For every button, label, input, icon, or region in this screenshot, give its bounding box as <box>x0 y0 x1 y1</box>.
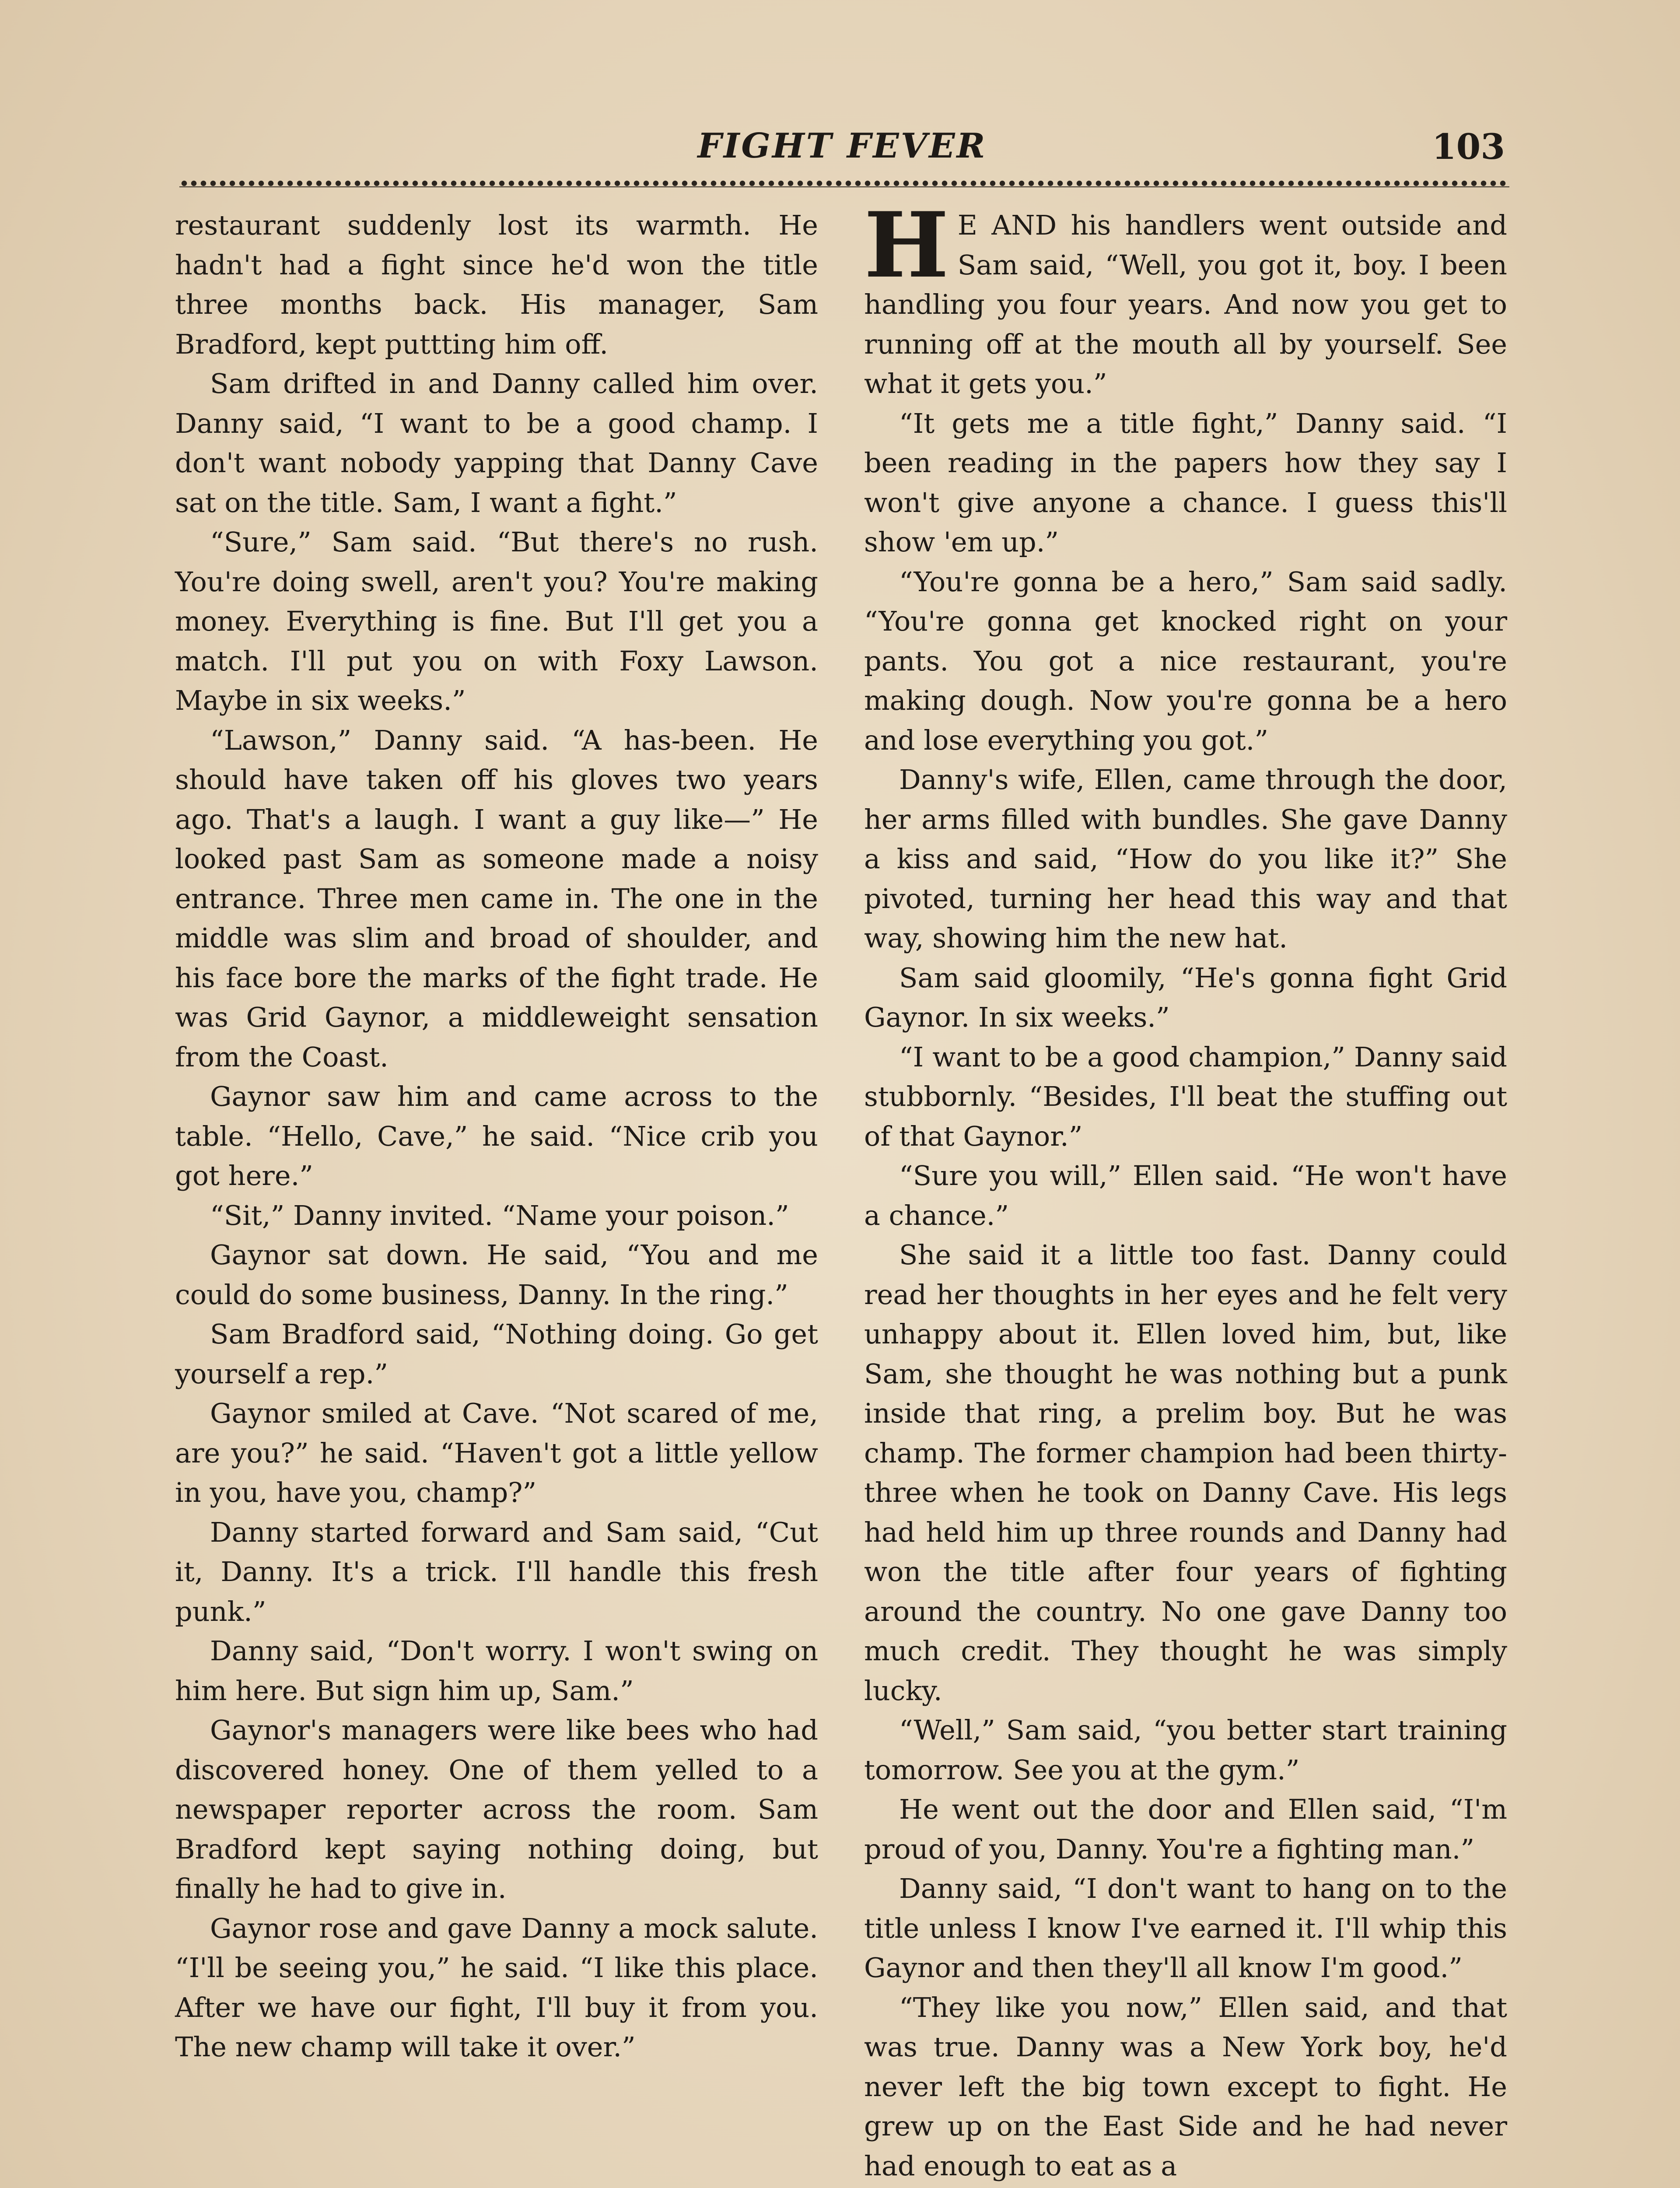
left-text-column <box>175 206 818 2067</box>
paragraph: restaurant suddenly lost its warmth. He hadn't had a fight since he'd won the title three months back. His manager, Sam Bradford, kept puttting him off. <box>175 209 818 360</box>
paragraph: “You're gonna be a hero,” Sam said sadly. “You're gonna get knocked right on your pants. You got a nice restaurant, you're making dough. Now you're gonna be a hero and lose everything you got.” <box>864 565 1507 756</box>
paragraph: Danny said, “I don't want to hang on to the title unless I know I've earned it. I'll whip this Gaynor and then they'll all know I'm good.” <box>864 1872 1507 1984</box>
running-header <box>179 117 1505 174</box>
paragraph: Danny started forward and Sam said, “Cut it, Danny. It's a trick. I'll handle this fresh punk.” <box>175 1516 818 1627</box>
paragraph: Gaynor sat down. He said, “You and me could do some business, Danny. In the ring.” <box>175 1239 818 1311</box>
right-text-column <box>864 193 1507 2186</box>
page-number: 103 <box>1432 126 1505 167</box>
paragraph: Danny said, “Don't worry. I won't swing on him here. But sign him up, Sam.” <box>175 1635 818 1707</box>
paragraph: “It gets me a title fight,” Danny said. “I been reading in the papers how they say I won't give anyone a chance. I guess this'll show 'em up.” <box>864 407 1507 558</box>
paragraph: Gaynor saw him and came across to the table. “Hello, Cave,” he said. “Nice crib you got here.” <box>175 1080 818 1192</box>
paragraph: “Sit,” Danny invited. “Name your poison.” <box>210 1199 789 1231</box>
opening-text: his handlers went outside and Sam said, “Well, you got it, boy. I been handling you four years. And now you get to running off at the mouth all by yourself. See what it gets you.” <box>864 209 1507 400</box>
paragraph: “I want to be a good champion,” Danny said stubbornly. “Besides, I'll beat the stuffing out of that Gaynor.” <box>864 1041 1507 1152</box>
dotted-header-rule <box>179 180 1509 187</box>
paragraph: Sam Bradford said, “Nothing doing. Go get yourself a rep.” <box>175 1318 818 1390</box>
opening-paragraph <box>864 193 1507 404</box>
paragraph: Sam said gloomily, “He's gonna fight Grid Gaynor. In six weeks.” <box>864 961 1507 1033</box>
paragraph: Gaynor smiled at Cave. “Not scared of me, are you?” he said. “Haven't got a little yellow in you, have you, champ?” <box>175 1397 818 1508</box>
running-title: FIGHT FEVER <box>697 126 987 166</box>
drop-cap: H <box>864 193 949 298</box>
paragraph: He went out the door and Ellen said, “I'm proud of you, Danny. You're a fighting man.” <box>864 1793 1507 1865</box>
paragraph: “Well,” Sam said, “you better start training tomorrow. See you at the gym.” <box>864 1714 1507 1786</box>
paragraph: “Sure you will,” Ellen said. “He won't have a chance.” <box>864 1160 1507 1231</box>
opening-small-caps: E AND <box>957 209 1057 241</box>
paragraph: Danny's wife, Ellen, came through the door, her arms filled with bundles. She gave Danny a kiss and said, “How do you like it?” She pivoted, turning her head this way and that way, showing him the new hat. <box>864 764 1507 954</box>
paragraph: “Lawson,” Danny said. “A has-been. He should have taken off his gloves two years ago. That's a laugh. I want a guy like—” He looked past Sam as someone made a noisy entrance. Three men came in. The one in the middle was slim and broad of shoulder, and his face bore the marks of the fight trade. He was Grid Gaynor, a middleweight sensation from the Coast. <box>175 724 818 1073</box>
paragraph: Gaynor rose and gave Danny a mock salute. “I'll be seeing you,” he said. “I like this place. After we have our fight, I'll buy it from you. The new champ will take it over.” <box>175 1912 818 2063</box>
paragraph: “Sure,” Sam said. “But there's no rush. You're doing swell, aren't you? You're making money. Everything is fine. But I'll get you a match. I'll put you on with Foxy Lawson. Maybe in six weeks.” <box>175 526 818 716</box>
paragraph: Sam drifted in and Danny called him over. Danny said, “I want to be a good champ. I don't want nobody yapping that Danny Cave sat on the title. Sam, I want a fight.” <box>175 368 818 519</box>
paragraph: Gaynor's managers were like bees who had discovered honey. One of them yelled to a newspaper reporter across the room. Sam Bradford kept saying nothing doing, but finally he had to give in. <box>175 1714 818 1904</box>
paragraph: She said it a little too fast. Danny could read her thoughts in her eyes and he felt very unhappy about it. Ellen loved him, but, like Sam, she thought he was nothing but a punk inside that ring, a prelim boy. But he was champ. The former champion had been thirty-three when he took on Danny Cave. His legs had held him up three rounds and Danny had won the title after four years of fighting around the country. No one gave Danny too much credit. They thought he was simply lucky. <box>864 1239 1507 1707</box>
paragraph: “They like you now,” Ellen said, and that was true. Danny was a New York boy, he'd never left the big town except to fight. He grew up on the East Side and he had never had enough to eat as a <box>864 1991 1507 2182</box>
